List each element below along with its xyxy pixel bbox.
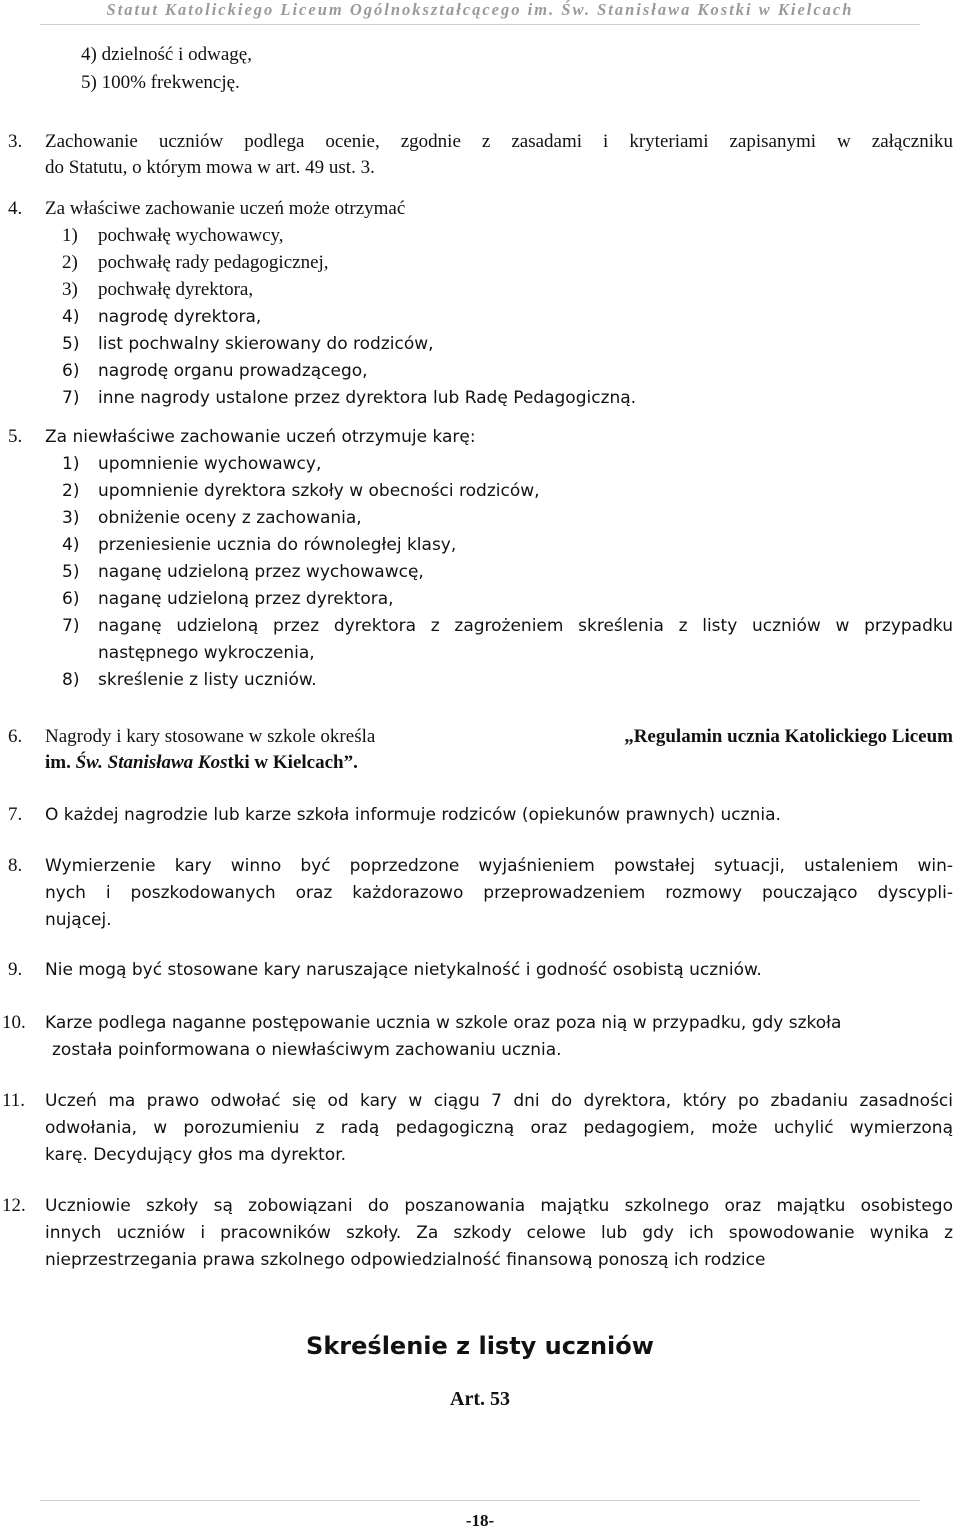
paragraph-number: 9. — [8, 959, 23, 980]
list-item-number: 7) — [62, 616, 80, 636]
list-item: naganę udzieloną przez dyrektora z zagrożeniem skreślenia z listy uczniów w przypadku — [98, 616, 953, 636]
paragraph-12-line: Uczniowie szkoły są zobowiązani do poszanowania majątku szkolnego oraz majątku osobistego — [45, 1196, 953, 1216]
list-item: pochwałę wychowawcy, — [98, 225, 284, 246]
list-item-continuation: następnego wykroczenia, — [98, 643, 315, 663]
paragraph-9-line: Nie mogą być stosowane kary naruszające nietykalność i godność osobistą uczniów. — [45, 960, 762, 980]
list-item-number: 6) — [62, 361, 80, 381]
list-item: 4) dzielność i odwagę, — [81, 44, 252, 65]
paragraph-8-line: nującej. — [45, 910, 112, 930]
paragraph-number: 10. — [2, 1012, 26, 1033]
list-item: upomnienie dyrektora szkoły w obecności rodziców, — [98, 481, 540, 501]
list-item: pochwałę rady pedagogicznej, — [98, 252, 329, 273]
list-item-number: 2) — [62, 481, 80, 501]
list-item-number: 2) — [62, 252, 78, 273]
list-item: inne nagrody ustalone przez dyrektora lub Radę Pedagogiczną. — [98, 388, 637, 408]
paragraph-number: 12. — [2, 1195, 26, 1216]
paragraph-7-line: O każdej nagrodzie lub karze szkoła informuje rodziców (opiekunów prawnych) ucznia. — [45, 805, 781, 825]
paragraph-5-intro: Za niewłaściwe zachowanie uczeń otrzymuje karę: — [45, 427, 476, 447]
list-item: 5) 100% frekwencję. — [81, 72, 240, 93]
list-item-number: 8) — [62, 670, 80, 690]
running-header: Statut Katolickiego Liceum Ogólnokształcącego im. Św. Stanisława Kostki w Kielcach — [106, 0, 854, 19]
list-item: nagrodę dyrektora, — [98, 307, 262, 327]
paragraph-number: 4. — [8, 198, 23, 219]
list-item-number: 1) — [62, 454, 80, 474]
paragraph-12-line: nieprzestrzegania prawa szkolnego odpowiedzialność finansową ponoszą ich rodzice — [45, 1250, 766, 1270]
list-item: upomnienie wychowawcy, — [98, 454, 322, 474]
list-item-number: 5) — [62, 334, 80, 354]
paragraph-6-line — [45, 750, 358, 776]
regulation-title-part: Św. Stanisława Kos — [75, 752, 228, 773]
paragraph-6-text: Nagrody i kary stosowane w szkole określa — [45, 726, 376, 747]
list-item-number: 6) — [62, 589, 80, 609]
paragraph-11-line: karę. Decydujący głos ma dyrektor. — [45, 1145, 347, 1165]
list-item: pochwałę dyrektora, — [98, 279, 254, 300]
paragraph-11-line: Uczeń ma prawo odwołać się od kary w ciągu 7 dni do dyrektora, który po zbadaniu zasadności — [45, 1091, 953, 1111]
article-number: Art. 53 — [450, 1388, 510, 1410]
paragraph-10-line: została poinformowana o niewłaściwym zachowaniu ucznia. — [52, 1040, 562, 1060]
list-item: obniżenie oceny z zachowania, — [98, 508, 362, 528]
paragraph-8-line: nych i poszkodowanych oraz każdorazowo przeprowadzeniem rozmowy pouczająco dyscypli- — [45, 883, 953, 903]
paragraph-3-line: Zachowanie uczniów podlega ocenie, zgodnie z zasadami i kryteriami zapisanymi w załączniku — [45, 131, 953, 152]
list-item: naganę udzieloną przez dyrektora, — [98, 589, 394, 609]
paragraph-10-line: Karze podlega naganne postępowanie ucznia w szkole oraz poza nią w przypadku, gdy szkoła — [45, 1013, 842, 1033]
regulation-title-part: tki w Kielcach” — [227, 752, 354, 773]
list-item: przeniesienie ucznia do równoległej klasy, — [98, 535, 457, 555]
list-item-number: 4) — [62, 307, 80, 327]
list-item-number: 3) — [62, 279, 78, 300]
paragraph-number: 8. — [8, 855, 23, 876]
list-item: skreślenie z listy uczniów. — [98, 670, 317, 690]
list-item-number: 1) — [62, 225, 78, 246]
paragraph-11-line: odwołania, w porozumieniu z radą pedagogiczną oraz pedagogiem, może uchylić wymierzoną — [45, 1118, 953, 1138]
footer-divider — [40, 1500, 920, 1501]
paragraph-4-intro: Za właściwe zachowanie uczeń może otrzymać — [45, 198, 406, 219]
paragraph-8-line: Wymierzenie kary winno być poprzedzone wyjaśnieniem powstałej sytuacji, ustaleniem win- — [45, 856, 953, 876]
header-divider — [40, 24, 920, 25]
section-heading: Skreślenie z listy uczniów — [306, 1332, 654, 1360]
list-item-number: 3) — [62, 508, 80, 528]
paragraph-6-period: . — [353, 752, 358, 773]
list-item-number: 4) — [62, 535, 80, 555]
paragraph-number: 3. — [8, 131, 23, 152]
list-item: list pochwalny skierowany do rodziców, — [98, 334, 434, 354]
paragraph-12-line: innych uczniów i pracowników szkoły. Za szkody celowe lub gdy ich spowodowanie wynika z — [45, 1223, 953, 1243]
paragraph-number: 11. — [2, 1090, 26, 1111]
paragraph-number: 5. — [8, 426, 23, 447]
list-item-number: 5) — [62, 562, 80, 582]
list-item-number: 7) — [62, 388, 80, 408]
paragraph-6-line — [45, 724, 953, 750]
paragraph-number: 6. — [8, 726, 23, 747]
paragraph-3-line: do Statutu, o którym mowa w art. 49 ust. 3. — [45, 157, 375, 178]
regulation-title: „Regulamin ucznia Katolickiego Liceum — [624, 726, 953, 747]
list-item: nagrodę organu prowadzącego, — [98, 361, 368, 381]
regulation-title-part: im. — [45, 752, 76, 773]
list-item: naganę udzieloną przez wychowawcę, — [98, 562, 424, 582]
page-number: -18- — [465, 1511, 495, 1530]
paragraph-number: 7. — [8, 804, 23, 825]
